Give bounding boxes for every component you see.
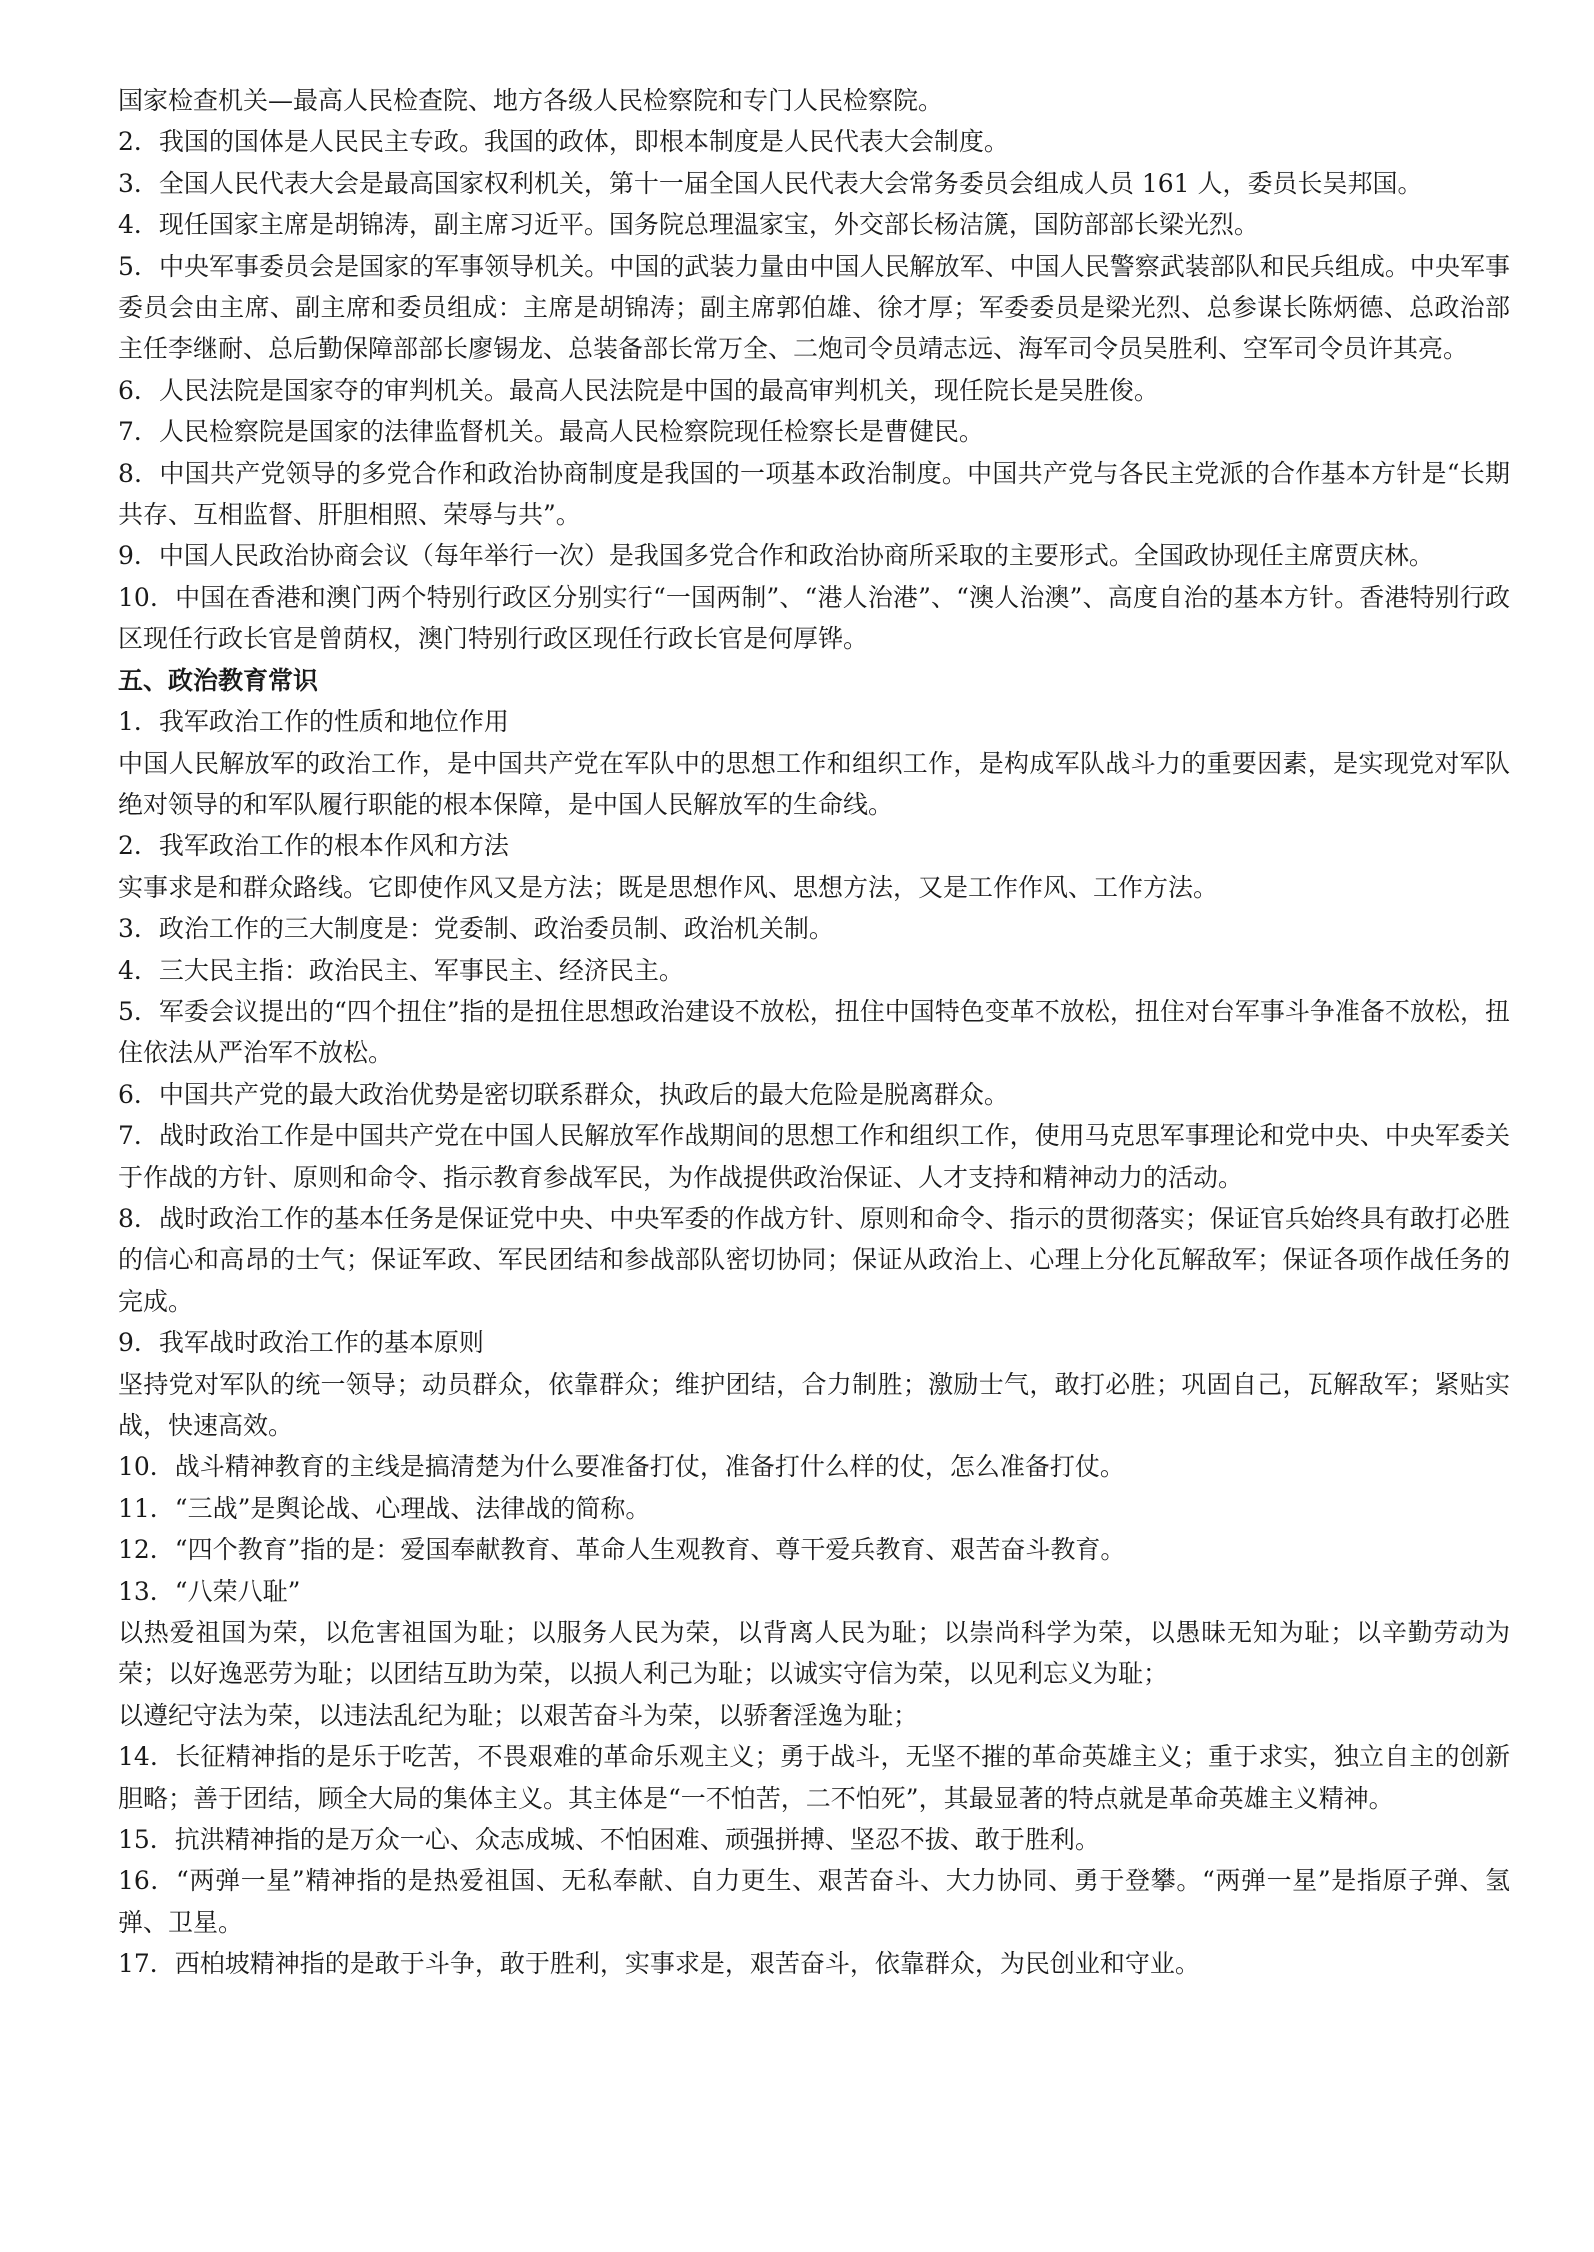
paragraph-s5-item-2-title: 2．我军政治工作的根本作风和方法 xyxy=(118,831,509,861)
paragraph-s5-item-4: 4．三大民主指：政治民主、军事民主、经济民主。 xyxy=(118,955,684,985)
document-page xyxy=(118,80,1510,1985)
paragraph-s5-item-9-title: 9．我军战时政治工作的基本原则 xyxy=(118,1328,484,1358)
paragraph-s5-item-12: 12．“四个教育”指的是：爱国奉献教育、革命人生观教育、尊干爱兵教育、艰苦奋斗教育。 xyxy=(118,1535,1126,1565)
paragraph-s5-item-16: 16．“两弹一星”精神指的是热爱祖国、无私奉献、自力更生、艰苦奋斗、大力协同、勇于登攀。“两弹一星”是指原子弹、氢弹、卫星。 xyxy=(118,1866,1510,1937)
paragraph-procuratorate-system: 国家检查机关—最高人民检查院、地方各级人民检察院和专门人民检察院。 xyxy=(118,86,944,115)
paragraph-s5-item-10: 10．战斗精神教育的主线是搞清楚为什么要准备打仗，准备打什么样的仗，怎么准备打仗。 xyxy=(118,1452,1125,1482)
paragraph-s5-item-8: 8．战时政治工作的基本任务是保证党中央、中央军委的作战方针、原则和命令、指示的贯彻落实；保证官兵始终具有敢打必胜的信心和高昂的士气；保证军政、军民团结和参战部队密切协同；保证从政治上、心理上分化瓦解敌军；保证各项作战任务的完成。 xyxy=(118,1203,1510,1316)
paragraph-item-5: 5．中央军事委员会是国家的军事领导机关。中国的武装力量由中国人民解放军、中国人民警察武装部队和民兵组成。中央军事委员会由主席、副主席和委员组成：主席是胡锦涛；副主席郭伯雄、徐才厚；军委委员是梁光烈、总参谋长陈炳德、总政治部主任李继耐、总后勤保障部部长廖锡龙、总装备部长常万全、二炮司令员靖志远、海军司令员吴胜利、空军司令员许其亮。 xyxy=(118,251,1510,364)
paragraph-s5-item-1-body: 中国人民解放军的政治工作，是中国共产党在军队中的思想工作和组织工作，是构成军队战斗力的重要因素，是实现党对军队绝对领导的和军队履行职能的根本保障，是中国人民解放军的生命线。 xyxy=(118,748,1510,819)
paragraph-s5-item-11: 11．“三战”是舆论战、心理战、法律战的简称。 xyxy=(118,1493,651,1523)
paragraph-s5-item-2-body: 实事求是和群众路线。它即使作风又是方法；既是思想作风、思想方法，又是工作作风、工作方法。 xyxy=(118,872,1219,902)
paragraph-item-3: 3．全国人民代表大会是最高国家权利机关，第十一届全国人民代表大会常务委员会组成人员 161 人，委员长吴邦国。 xyxy=(118,168,1423,198)
paragraph-s5-item-9-body: 坚持党对军队的统一领导；动员群众，依靠群众；维护团结，合力制胜；激励士气，敢打必胜；巩固自己，瓦解敌军；紧贴实战，快速高效。 xyxy=(118,1369,1510,1440)
section-heading: 五、政治教育常识 xyxy=(118,665,319,695)
paragraph-s5-item-14: 14．长征精神指的是乐于吃苦，不畏艰难的革命乐观主义；勇于战斗，无坚不摧的革命英雄主义；重于求实，独立自主的创新胆略；善于团结，顾全大局的集体主义。其主体是“一不怕苦，二不怕死”，其最显著的特点就是革命英雄主义精神。 xyxy=(118,1742,1510,1813)
paragraph-s5-item-13-body-a: 以热爱祖国为荣，以危害祖国为耻；以服务人民为荣，以背离人民为耻；以崇尚科学为荣，以愚昧无知为耻；以辛勤劳动为荣；以好逸恶劳为耻；以团结互助为荣，以损人利己为耻；以诚实守信为荣，以见利忘义为耻； xyxy=(118,1618,1510,1689)
paragraph-s5-item-15: 15．抗洪精神指的是万众一心、众志成城、不怕困难、顽强拼搏、坚忍不拔、敢于胜利。 xyxy=(118,1825,1100,1855)
paragraph-item-10: 10．中国在香港和澳门两个特别行政区分别实行“一国两制”、“港人治港”、“澳人治澳”、高度自治的基本方针。香港特别行政区现任行政长官是曾荫权，澳门特别行政区现任行政长官是何厚铧。 xyxy=(118,582,1510,654)
paragraph-item-7: 7．人民检察院是国家的法律监督机关。最高人民检察院现任检察长是曹健民。 xyxy=(118,417,984,447)
paragraph-s5-item-13-body-b: 以遵纪守法为荣，以违法乱纪为耻；以艰苦奋斗为荣，以骄奢淫逸为耻； xyxy=(118,1700,919,1730)
paragraph-s5-item-5: 5．军委会议提出的“四个扭住”指的是扭住思想政治建设不放松，扭住中国特色变革不放松，扭住对台军事斗争准备不放松，扭住依法从严治军不放松。 xyxy=(118,996,1510,1068)
paragraph-s5-item-6: 6．中国共产党的最大政治优势是密切联系群众，执政后的最大危险是脱离群众。 xyxy=(118,1079,1009,1109)
paragraph-item-9: 9．中国人民政治协商会议（每年举行一次）是我国多党合作和政治协商所采取的主要形式。全国政协现任主席贾庆林。 xyxy=(118,541,1434,571)
paragraph-s5-item-13-title: 13．“八荣八耻” xyxy=(118,1576,301,1606)
paragraph-item-8: 8．中国共产党领导的多党合作和政治协商制度是我国的一项基本政治制度。中国共产党与各民主党派的合作基本方针是“长期共存、互相监督、肝胆相照、荣辱与共”。 xyxy=(118,458,1510,530)
paragraph-item-6: 6．人民法院是国家夺的审判机关。最高人民法院是中国的最高审判机关，现任院长是吴胜俊。 xyxy=(118,375,1159,405)
paragraph-s5-item-1-title: 1．我军政治工作的性质和地位作用 xyxy=(118,707,509,737)
paragraph-s5-item-17: 17．西柏坡精神指的是敢于斗争，敢于胜利，实事求是，艰苦奋斗，依靠群众，为民创业和守业。 xyxy=(118,1949,1200,1979)
paragraph-s5-item-7: 7．战时政治工作是中国共产党在中国人民解放军作战期间的思想工作和组织工作，使用马克思军事理论和党中央、中央军委关于作战的方针、原则和命令、指示教育参战军民，为作战提供政治保证、人才支持和精神动力的活动。 xyxy=(118,1121,1510,1192)
paragraph-item-2: 2．我国的国体是人民民主专政。我国的政体，即根本制度是人民代表大会制度。 xyxy=(118,127,1009,157)
paragraph-s5-item-3: 3．政治工作的三大制度是：党委制、政治委员制、政治机关制。 xyxy=(118,914,834,944)
paragraph-item-4: 4．现任国家主席是胡锦涛，副主席习近平。国务院总理温家宝，外交部长杨洁篪，国防部部长梁光烈。 xyxy=(118,210,1259,240)
